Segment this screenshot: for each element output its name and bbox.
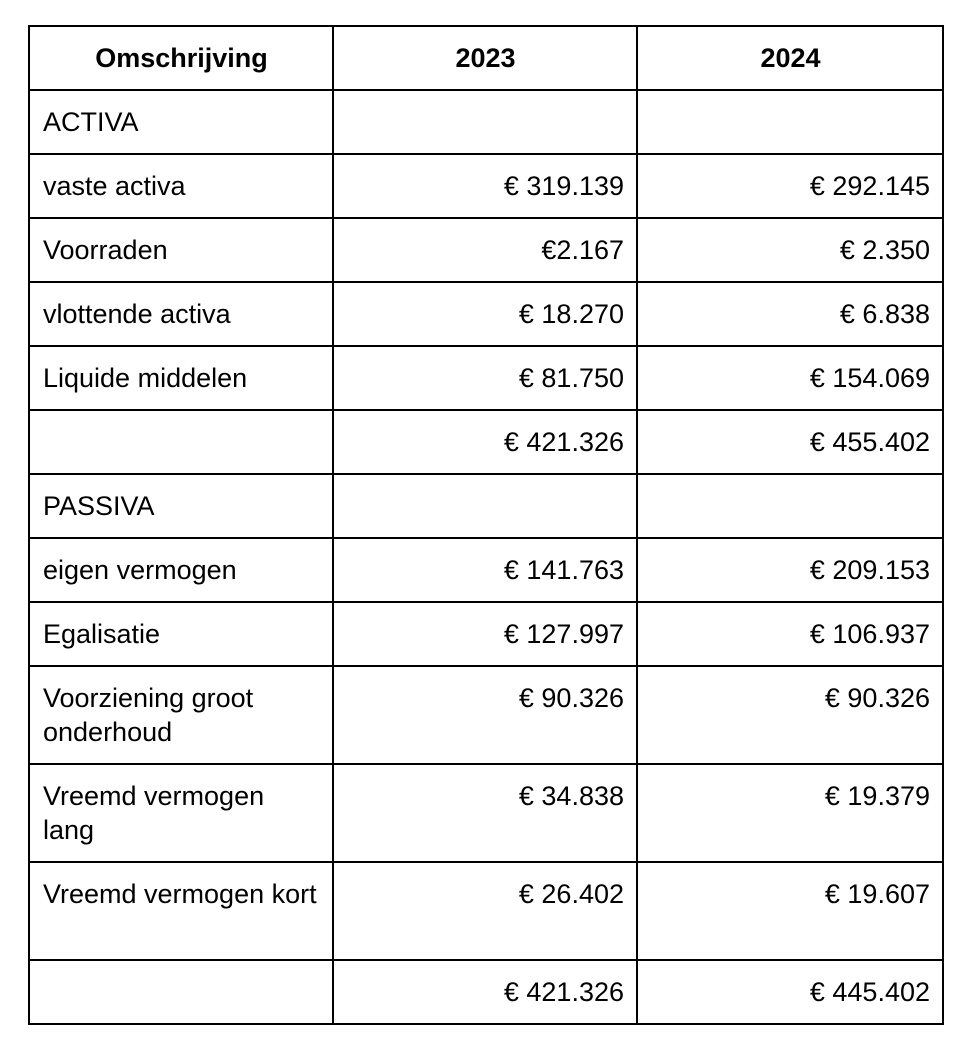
row-label: vaste activa bbox=[29, 154, 333, 218]
cell-2024: € 2.350 bbox=[637, 218, 943, 282]
cell-2023 bbox=[333, 90, 637, 154]
row-label bbox=[29, 410, 333, 474]
header-2024: 2024 bbox=[637, 26, 943, 90]
row-label bbox=[29, 960, 333, 1024]
cell-2023 bbox=[333, 474, 637, 538]
total-row-activa bbox=[29, 410, 943, 474]
cell-2023: € 319.139 bbox=[333, 154, 637, 218]
table-header bbox=[29, 26, 943, 90]
table-row bbox=[29, 282, 943, 346]
row-label: eigen vermogen bbox=[29, 538, 333, 602]
cell-2024 bbox=[637, 90, 943, 154]
table-body bbox=[29, 90, 943, 1024]
cell-2023: € 81.750 bbox=[333, 346, 637, 410]
table-row bbox=[29, 538, 943, 602]
cell-2024: € 209.153 bbox=[637, 538, 943, 602]
row-label: Egalisatie bbox=[29, 602, 333, 666]
cell-2024: € 90.326 bbox=[637, 666, 943, 764]
row-label: Voorziening groot onderhoud bbox=[29, 666, 333, 764]
section-label-activa: ACTIVA bbox=[29, 90, 333, 154]
row-label: Liquide middelen bbox=[29, 346, 333, 410]
total-2024: € 455.402 bbox=[637, 410, 943, 474]
row-label: vlottende activa bbox=[29, 282, 333, 346]
cell-2024: € 106.937 bbox=[637, 602, 943, 666]
row-label: Voorraden bbox=[29, 218, 333, 282]
cell-2024: € 292.145 bbox=[637, 154, 943, 218]
row-label: Vreemd vermogen kort bbox=[29, 862, 333, 960]
header-2023: 2023 bbox=[333, 26, 637, 90]
cell-2023: € 34.838 bbox=[333, 764, 637, 862]
total-row-passiva bbox=[29, 960, 943, 1024]
cell-2024 bbox=[637, 474, 943, 538]
header-row bbox=[29, 26, 943, 90]
table-row bbox=[29, 154, 943, 218]
table-row bbox=[29, 218, 943, 282]
cell-2023: € 18.270 bbox=[333, 282, 637, 346]
table-row bbox=[29, 666, 943, 764]
total-2023: € 421.326 bbox=[333, 410, 637, 474]
cell-2023: € 127.997 bbox=[333, 602, 637, 666]
balance-sheet-table bbox=[28, 25, 944, 1025]
table-row bbox=[29, 346, 943, 410]
table-row bbox=[29, 862, 943, 960]
cell-2024: € 19.607 bbox=[637, 862, 943, 960]
table-row bbox=[29, 764, 943, 862]
cell-2024: € 154.069 bbox=[637, 346, 943, 410]
header-omschrijving: Omschrijving bbox=[29, 26, 333, 90]
cell-2024: € 19.379 bbox=[637, 764, 943, 862]
table-row bbox=[29, 602, 943, 666]
cell-2023: €2.167 bbox=[333, 218, 637, 282]
section-row-passiva bbox=[29, 474, 943, 538]
section-label-passiva: PASSIVA bbox=[29, 474, 333, 538]
section-row-activa bbox=[29, 90, 943, 154]
row-label: Vreemd vermogen lang bbox=[29, 764, 333, 862]
cell-2024: € 6.838 bbox=[637, 282, 943, 346]
total-2023: € 421.326 bbox=[333, 960, 637, 1024]
cell-2023: € 90.326 bbox=[333, 666, 637, 764]
total-2024: € 445.402 bbox=[637, 960, 943, 1024]
cell-2023: € 141.763 bbox=[333, 538, 637, 602]
cell-2023: € 26.402 bbox=[333, 862, 637, 960]
